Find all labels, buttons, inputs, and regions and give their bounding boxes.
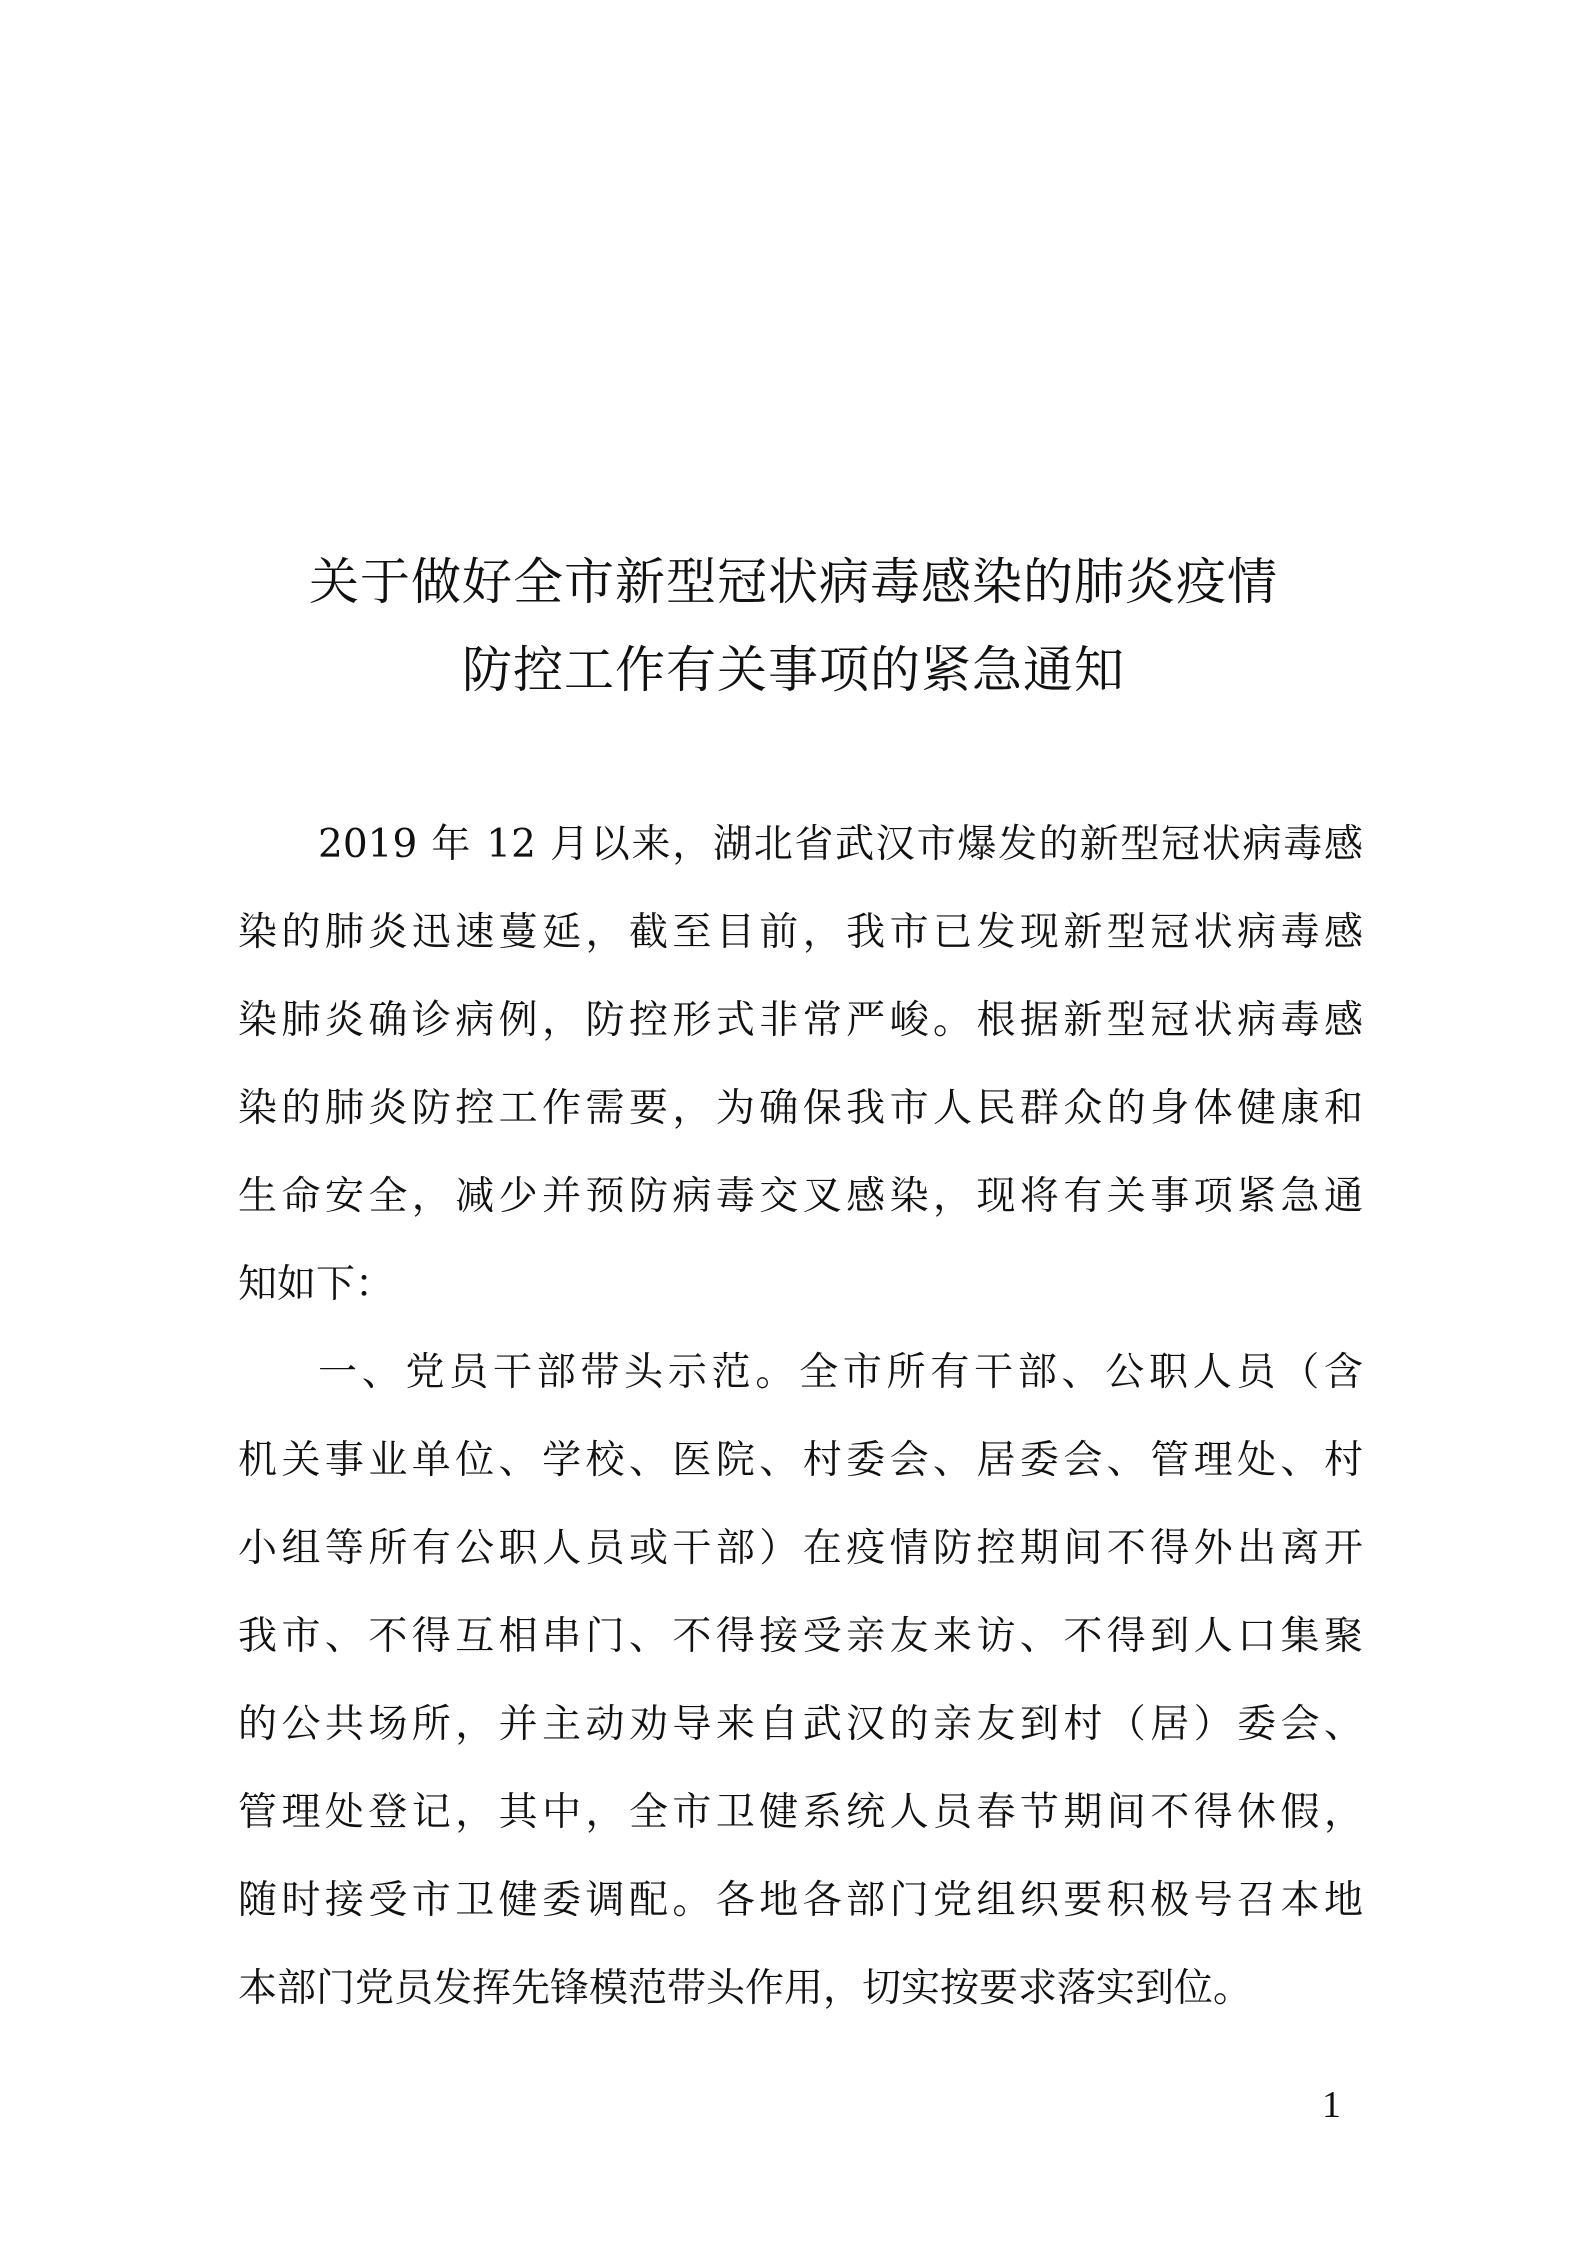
paragraph-1-line-1: 2019 年 12 月以来，湖北省武汉市爆发的新型冠状病毒感 [318, 822, 1363, 867]
paragraph-1-line-2: 染的肺炎迅速蔓延，截至目前，我市已发现新型冠状病毒感 [238, 910, 1363, 955]
paragraph-2-line-5: 的公共场所，并主动劝导来自武汉的亲友到村（居）委会、 [238, 1702, 1363, 1747]
document-title-line-1: 关于做好全市新型冠状病毒感染的肺炎疫情 [309, 553, 1278, 611]
paragraph-2-line-8: 本部门党员发挥先锋模范带头作用，切实按要求落实到位。 [238, 1966, 1253, 2011]
paragraph-1-line-5: 生命安全，减少并预防病毒交叉感染，现将有关事项紧急通 [238, 1174, 1363, 1219]
paragraph-1-line-3: 染肺炎确诊病例，防控形式非常严峻。根据新型冠状病毒感 [238, 998, 1363, 1043]
paragraph-2-line-3: 小组等所有公职人员或干部）在疫情防控期间不得外出离开 [238, 1526, 1363, 1571]
paragraph-2-line-1: 一、党员干部带头示范。全市所有干部、公职人员（含 [318, 1350, 1363, 1395]
paragraph-1-line-6: 知如下： [238, 1262, 395, 1307]
paragraph-2-line-7: 随时接受市卫健委调配。各地各部门党组织要积极号召本地 [238, 1878, 1363, 1923]
page-number: 1 [1322, 2084, 1341, 2126]
paragraph-2-line-6: 管理处登记，其中，全市卫健系统人员春节期间不得休假， [238, 1790, 1363, 1835]
document-title-line-2: 防控工作有关事项的紧急通知 [462, 641, 1125, 699]
paragraph-2-line-2: 机关事业单位、学校、医院、村委会、居委会、管理处、村 [238, 1438, 1363, 1483]
paragraph-2-line-4: 我市、不得互相串门、不得接受亲友来访、不得到人口集聚 [238, 1614, 1363, 1659]
paragraph-1-line-4: 染的肺炎防控工作需要，为确保我市人民群众的身体健康和 [238, 1086, 1363, 1131]
